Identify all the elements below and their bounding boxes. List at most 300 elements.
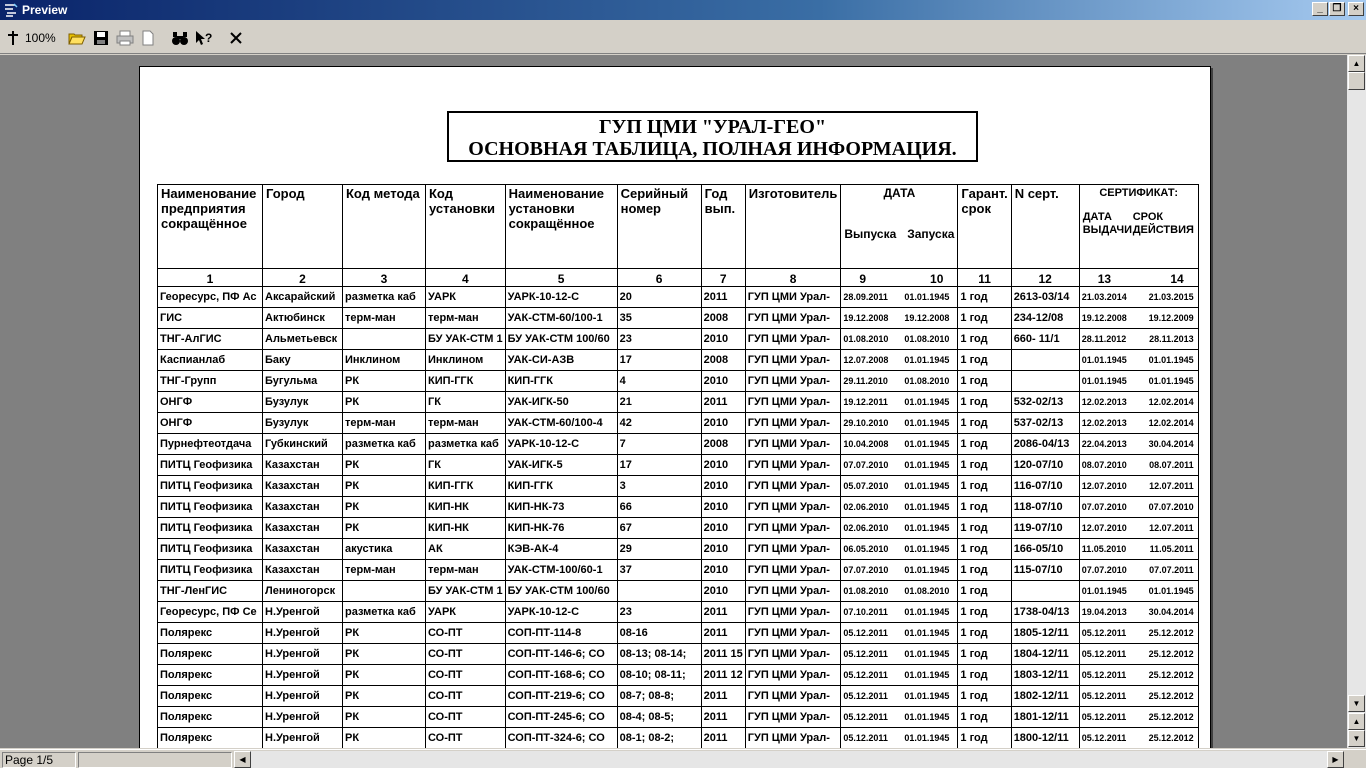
cell-warranty: 1 год	[958, 329, 1011, 350]
cell-launch-date: 01.01.1945	[904, 628, 950, 638]
cell-city: Н.Уренгой	[263, 665, 343, 686]
cell-city: Актюбинск	[263, 308, 343, 329]
close-preview-button[interactable]	[229, 28, 243, 48]
cell-method: РК	[343, 728, 426, 749]
cell-issue-date: 05.12.2011	[1081, 691, 1127, 701]
table-row	[158, 602, 1199, 623]
cell-launch-date: 01.08.2010	[904, 334, 950, 344]
cell-release-date: 12.07.2008	[843, 355, 889, 365]
scroll-right-icon[interactable]: ▶	[1327, 751, 1344, 768]
cell-method: разметка каб	[343, 602, 426, 623]
cell-release-date: 01.08.2010	[843, 334, 889, 344]
cell-name: Полярекс	[158, 665, 263, 686]
cell-serial: 08-4; 08-5;	[617, 707, 701, 728]
open-button[interactable]	[68, 28, 86, 48]
cell-city: Лениногорск	[263, 581, 343, 602]
cell-launch-date: 01.01.1945	[904, 460, 950, 470]
cell-warranty: 1 год	[958, 371, 1011, 392]
cell-unit-code: СО-ПТ	[426, 665, 506, 686]
cell-method: РК	[343, 392, 426, 413]
cell-serial: 20	[617, 287, 701, 308]
cell-unit-name: СОП-ПТ-168-6; СО	[505, 665, 617, 686]
cell-cert-dates	[1079, 308, 1198, 329]
cell-release-date: 07.10.2011	[843, 607, 888, 617]
cell-validity-date: 01.01.1945	[1148, 355, 1194, 365]
table-row	[158, 434, 1199, 455]
preview-area	[0, 55, 1347, 748]
cell-unit-name: УАК-СИ-АЗВ	[505, 350, 617, 371]
table-row	[158, 623, 1199, 644]
cell-maker: ГУП ЦМИ Урал-	[745, 623, 841, 644]
cell-method: РК	[343, 476, 426, 497]
cell-cert-dates	[1079, 497, 1198, 518]
cell-year: 2011	[701, 602, 745, 623]
cell-name: ТНГ-ЛенГИС	[158, 581, 263, 602]
cell-city: Н.Уренгой	[263, 644, 343, 665]
cell-unit-code: Инклином	[426, 350, 506, 371]
page-up-icon[interactable]: ▲	[1348, 713, 1365, 730]
cell-dates	[841, 665, 958, 686]
cell-launch-date: 01.01.1945	[904, 397, 950, 407]
cell-maker: ГУП ЦМИ Урал-	[745, 434, 841, 455]
cell-cert-dates	[1079, 476, 1198, 497]
cell-cert-no: 537-02/13	[1011, 413, 1079, 434]
cell-maker: ГУП ЦМИ Урал-	[745, 287, 841, 308]
cell-unit-name: УАК-СТМ-60/100-1	[505, 308, 617, 329]
cell-warranty: 1 год	[958, 308, 1011, 329]
scroll-up-icon[interactable]: ▲	[1348, 55, 1365, 72]
cell-name: Полярекс	[158, 623, 263, 644]
cell-unit-name: СОП-ПТ-245-6; СО	[505, 707, 617, 728]
cell-cert-dates	[1079, 623, 1198, 644]
cell-launch-date: 01.01.1945	[904, 355, 950, 365]
cell-year: 2011	[701, 392, 745, 413]
cell-year: 2011	[701, 623, 745, 644]
cell-name: ТНГ-АлГИС	[158, 329, 263, 350]
cell-validity-date: 25.12.2012	[1148, 670, 1194, 680]
cell-validity-date: 01.01.1945	[1148, 376, 1194, 386]
cell-cert-dates	[1079, 560, 1198, 581]
find-button[interactable]	[171, 28, 189, 48]
table-row	[158, 350, 1199, 371]
cell-dates	[841, 623, 958, 644]
cell-method: РК	[343, 707, 426, 728]
cell-name: Полярекс	[158, 644, 263, 665]
cell-unit-name: УАК-СТМ-60/100-4	[505, 413, 617, 434]
cell-name: Полярекс	[158, 686, 263, 707]
report-title	[447, 111, 978, 162]
cell-city: Н.Уренгой	[263, 686, 343, 707]
cell-validity-date: 12.07.2011	[1149, 481, 1194, 491]
cell-issue-date: 05.12.2011	[1081, 733, 1127, 743]
cell-release-date: 19.12.2008	[843, 313, 889, 323]
cell-method	[343, 329, 426, 350]
scroll-down-icon[interactable]: ▼	[1348, 695, 1365, 712]
cell-warranty: 1 год	[958, 728, 1011, 749]
cell-launch-date: 01.08.2010	[904, 376, 950, 386]
cell-warranty: 1 год	[958, 581, 1011, 602]
cell-launch-date: 01.01.1945	[904, 418, 950, 428]
table-row	[158, 539, 1199, 560]
cell-unit-code: разметка каб	[426, 434, 506, 455]
cell-method: терм-ман	[343, 560, 426, 581]
header-city: Город	[263, 185, 343, 269]
cell-release-date: 05.12.2011	[843, 691, 888, 701]
cell-year: 2010	[701, 581, 745, 602]
print-button[interactable]	[116, 28, 134, 48]
cell-maker: ГУП ЦМИ Урал-	[745, 707, 841, 728]
column-number: 7	[701, 269, 745, 287]
cell-release-date: 02.06.2010	[843, 523, 889, 533]
cell-validity-date: 12.02.2014	[1148, 397, 1194, 407]
cell-name: ПИТЦ Геофизика	[158, 455, 263, 476]
cell-cert-dates	[1079, 455, 1198, 476]
cell-dates	[841, 476, 958, 497]
cell-unit-name: УАРК-10-12-С	[505, 434, 617, 455]
cell-warranty: 1 год	[958, 476, 1011, 497]
cell-issue-date: 12.02.2013	[1081, 397, 1127, 407]
cell-validity-date: 25.12.2012	[1148, 649, 1194, 659]
cell-unit-name: УАК-ИГК-50	[505, 392, 617, 413]
cell-cert-dates	[1079, 392, 1198, 413]
cell-issue-date: 28.11.2012	[1081, 334, 1127, 344]
cell-unit-code: СО-ПТ	[426, 623, 506, 644]
table-row	[158, 287, 1199, 308]
cell-cert-dates	[1079, 665, 1198, 686]
minimize-button[interactable]: _	[1312, 2, 1328, 16]
restore-button[interactable]: ❐	[1329, 2, 1345, 16]
header-cert	[1079, 185, 1198, 269]
cell-serial: 08-7; 08-8;	[617, 686, 701, 707]
cell-issue-date: 12.07.2010	[1081, 481, 1127, 491]
cell-validity-date: 28.11.2013	[1149, 334, 1194, 344]
cell-issue-date: 07.07.2010	[1081, 565, 1127, 575]
cell-cert-no: 118-07/10	[1011, 497, 1079, 518]
cell-city: Казахстан	[263, 497, 343, 518]
scroll-left-icon[interactable]: ◀	[234, 751, 251, 768]
cell-dates	[841, 413, 958, 434]
cell-dates	[841, 518, 958, 539]
cell-unit-name: УАК-СТМ-100/60-1	[505, 560, 617, 581]
cell-release-date: 05.12.2011	[843, 628, 888, 638]
table-row	[158, 581, 1199, 602]
cell-dates	[841, 602, 958, 623]
column-number: 2	[263, 269, 343, 287]
cell-year: 2008	[701, 308, 745, 329]
cell-cert-no	[1011, 350, 1079, 371]
cell-year: 2010	[701, 476, 745, 497]
cell-unit-code: КИП-НК	[426, 518, 506, 539]
cell-warranty: 1 год	[958, 434, 1011, 455]
cell-unit-code: ГК	[426, 455, 506, 476]
cell-year: 2011 15	[701, 644, 745, 665]
cell-cert-dates	[1079, 686, 1198, 707]
cell-cert-no: 1801-12/11	[1011, 707, 1079, 728]
column-number: 13	[1097, 272, 1112, 286]
cell-unit-name: СОП-ПТ-146-6; СО	[505, 644, 617, 665]
header-warranty: Гарант. срок	[958, 185, 1011, 269]
table-row	[158, 707, 1199, 728]
cell-issue-date: 21.03.2014	[1081, 292, 1127, 302]
column-number: 12	[1011, 269, 1079, 287]
cell-city: Казахстан	[263, 476, 343, 497]
cell-cert-dates	[1079, 644, 1198, 665]
cell-year: 2010	[701, 329, 745, 350]
cell-maker: ГУП ЦМИ Урал-	[745, 602, 841, 623]
help-pointer-icon	[195, 30, 213, 46]
cell-city: Бузулук	[263, 392, 343, 413]
cell-dates	[841, 581, 958, 602]
table-row	[158, 329, 1199, 350]
save-icon	[93, 30, 109, 46]
cell-validity-date: 25.12.2012	[1148, 628, 1194, 638]
scroll-thumb[interactable]	[1348, 72, 1365, 90]
cell-method: терм-ман	[343, 308, 426, 329]
cell-name: Полярекс	[158, 707, 263, 728]
cell-year: 2010	[701, 518, 745, 539]
cell-cert-no	[1011, 371, 1079, 392]
cell-method: РК	[343, 497, 426, 518]
cell-unit-name: КИП-НК-73	[505, 497, 617, 518]
cell-maker: ГУП ЦМИ Урал-	[745, 308, 841, 329]
vertical-scrollbar[interactable]	[1347, 55, 1366, 748]
cell-warranty: 1 год	[958, 686, 1011, 707]
cell-year: 2011 12	[701, 665, 745, 686]
cell-issue-date: 07.07.2010	[1081, 502, 1127, 512]
cell-unit-code: СО-ПТ	[426, 644, 506, 665]
cell-method: РК	[343, 623, 426, 644]
cell-launch-date: 19.12.2008	[904, 313, 950, 323]
app-icon	[3, 2, 19, 18]
page-down-icon[interactable]: ▼	[1348, 730, 1365, 747]
cell-method: Инклином	[343, 350, 426, 371]
cell-validity-date: 11.05.2011	[1149, 544, 1194, 554]
num-cell	[1079, 269, 1198, 287]
zoom-label: 100%	[25, 31, 56, 45]
cell-serial: 08-1; 08-2;	[617, 728, 701, 749]
cell-validity-date: 07.07.2011	[1149, 565, 1194, 575]
cell-release-date: 07.07.2010	[843, 460, 889, 470]
cell-cert-dates	[1079, 350, 1198, 371]
cell-year: 2008	[701, 434, 745, 455]
cell-city: Н.Уренгой	[263, 707, 343, 728]
header-cert-no: N серт.	[1011, 185, 1079, 269]
cell-city: Казахстан	[263, 539, 343, 560]
cell-launch-date: 01.01.1945	[904, 670, 950, 680]
save-button[interactable]	[93, 28, 109, 48]
cell-cert-no: 1802-12/11	[1011, 686, 1079, 707]
cell-method: РК	[343, 686, 426, 707]
binoculars-icon	[171, 30, 189, 46]
cell-city: Альметьевск	[263, 329, 343, 350]
cell-serial: 08-16	[617, 623, 701, 644]
cell-serial	[617, 581, 701, 602]
cell-warranty: 1 год	[958, 623, 1011, 644]
window-title: Preview	[22, 3, 68, 17]
cell-issue-date: 19.04.2013	[1081, 607, 1127, 617]
cell-warranty: 1 год	[958, 350, 1011, 371]
header-launch: Запуска	[907, 227, 955, 241]
cell-year: 2010	[701, 560, 745, 581]
column-number: 11	[958, 269, 1011, 287]
cell-warranty: 1 год	[958, 707, 1011, 728]
cell-unit-code: УАРК	[426, 602, 506, 623]
cell-issue-date: 01.01.1945	[1081, 376, 1127, 386]
cell-warranty: 1 год	[958, 560, 1011, 581]
cell-unit-name: КИП-ГГК	[505, 476, 617, 497]
close-icon	[229, 31, 243, 45]
cell-issue-date: 11.05.2010	[1081, 544, 1127, 554]
cell-city: Н.Уренгой	[263, 623, 343, 644]
cell-dates	[841, 392, 958, 413]
horizontal-scrollbar[interactable]	[234, 751, 1344, 768]
cell-unit-code: АК	[426, 539, 506, 560]
title-bar	[0, 0, 1366, 20]
blank-page-icon	[141, 30, 155, 46]
cell-dates	[841, 308, 958, 329]
cell-validity-date: 12.02.2014	[1148, 418, 1194, 428]
cell-cert-dates	[1079, 707, 1198, 728]
cell-validity-date: 08.07.2011	[1149, 460, 1194, 470]
cell-cert-no: 532-02/13	[1011, 392, 1079, 413]
header-year: Год вып.	[701, 185, 745, 269]
cell-name: Георесурс, ПФ Ас	[158, 287, 263, 308]
cell-unit-name: БУ УАК-СТМ 100/60	[505, 329, 617, 350]
cell-cert-dates	[1079, 434, 1198, 455]
cell-warranty: 1 год	[958, 602, 1011, 623]
cell-city: Бугульма	[263, 371, 343, 392]
cell-unit-name: СОП-ПТ-114-8	[505, 623, 617, 644]
column-number: 6	[617, 269, 701, 287]
column-number: 5	[505, 269, 617, 287]
cell-dates	[841, 329, 958, 350]
cell-cert-no	[1011, 581, 1079, 602]
help-button[interactable]	[195, 28, 213, 48]
cell-name: ПИТЦ Геофизика	[158, 560, 263, 581]
cell-serial: 66	[617, 497, 701, 518]
cell-dates	[841, 560, 958, 581]
cell-release-date: 05.07.2010	[843, 481, 889, 491]
cell-warranty: 1 год	[958, 287, 1011, 308]
table-row	[158, 413, 1199, 434]
cell-maker: ГУП ЦМИ Урал-	[745, 686, 841, 707]
table-row	[158, 371, 1199, 392]
cell-year: 2011	[701, 707, 745, 728]
cell-city: Казахстан	[263, 560, 343, 581]
cell-method: РК	[343, 665, 426, 686]
cell-unit-code: ГК	[426, 392, 506, 413]
cell-issue-date: 01.01.1945	[1081, 355, 1127, 365]
cell-serial: 23	[617, 602, 701, 623]
cell-maker: ГУП ЦМИ Урал-	[745, 413, 841, 434]
header-issue: ДАТА ВЫДАЧИ	[1082, 211, 1132, 236]
cell-year: 2011	[701, 728, 745, 749]
cell-issue-date: 12.02.2013	[1081, 418, 1127, 428]
cell-cert-dates	[1079, 602, 1198, 623]
cell-name: ТНГ-Групп	[158, 371, 263, 392]
cell-cert-dates	[1079, 413, 1198, 434]
table-row	[158, 455, 1199, 476]
cell-launch-date: 01.01.1945	[904, 565, 950, 575]
cell-issue-date: 05.12.2011	[1081, 670, 1127, 680]
cell-launch-date: 01.01.1945	[904, 544, 950, 554]
cell-year: 2011	[701, 686, 745, 707]
cell-cert-no: 234-12/08	[1011, 308, 1079, 329]
zoom-button[interactable]	[6, 28, 56, 48]
cell-release-date: 07.07.2010	[843, 565, 889, 575]
status-bar	[0, 749, 1366, 768]
cell-dates	[841, 644, 958, 665]
cell-serial: 17	[617, 455, 701, 476]
cell-maker: ГУП ЦМИ Урал-	[745, 539, 841, 560]
cell-dates	[841, 371, 958, 392]
cell-unit-code: СО-ПТ	[426, 686, 506, 707]
cell-issue-date: 19.12.2008	[1081, 313, 1127, 323]
num-cell	[841, 269, 958, 287]
cell-method: РК	[343, 644, 426, 665]
cell-validity-date: 01.01.1945	[1148, 586, 1194, 596]
cell-cert-no: 1738-04/13	[1011, 602, 1079, 623]
cell-name: ПИТЦ Геофизика	[158, 497, 263, 518]
cell-city: Н.Уренгой	[263, 728, 343, 749]
cell-warranty: 1 год	[958, 539, 1011, 560]
cell-launch-date: 01.01.1945	[904, 523, 950, 533]
cell-serial: 3	[617, 476, 701, 497]
cell-method: РК	[343, 371, 426, 392]
cell-cert-dates	[1079, 539, 1198, 560]
cell-launch-date: 01.01.1945	[904, 439, 950, 449]
cell-unit-name: УАРК-10-12-С	[505, 602, 617, 623]
cell-issue-date: 05.12.2011	[1081, 712, 1127, 722]
cell-unit-name: КИП-ГГК	[505, 371, 617, 392]
cell-unit-code: СО-ПТ	[426, 728, 506, 749]
cell-maker: ГУП ЦМИ Урал-	[745, 644, 841, 665]
header-name: Наименование предприятия сокращённое	[158, 185, 263, 269]
cell-unit-code: КИП-ГГК	[426, 476, 506, 497]
header-maker: Изготовитель	[745, 185, 841, 269]
cell-year: 2010	[701, 539, 745, 560]
table-row	[158, 308, 1199, 329]
cell-cert-no: 2613-03/14	[1011, 287, 1079, 308]
table-row	[158, 665, 1199, 686]
cell-warranty: 1 год	[958, 665, 1011, 686]
column-number: 3	[343, 269, 426, 287]
cell-launch-date: 01.01.1945	[904, 691, 950, 701]
cell-validity-date: 21.03.2015	[1148, 292, 1194, 302]
cell-cert-no: 1803-12/11	[1011, 665, 1079, 686]
cell-warranty: 1 год	[958, 518, 1011, 539]
cell-unit-name: УАК-ИГК-5	[505, 455, 617, 476]
table-row	[158, 644, 1199, 665]
cell-name: ПИТЦ Геофизика	[158, 539, 263, 560]
close-window-button[interactable]: ×	[1348, 2, 1364, 16]
cell-maker: ГУП ЦМИ Урал-	[745, 497, 841, 518]
header-method: Код метода	[343, 185, 426, 269]
cell-issue-date: 12.07.2010	[1081, 523, 1127, 533]
status-panel	[78, 752, 232, 768]
header-cert-title: СЕРТИФИКАТ:	[1099, 187, 1179, 199]
table-row	[158, 392, 1199, 413]
cell-dates	[841, 287, 958, 308]
cell-serial: 4	[617, 371, 701, 392]
header-release: Выпуска	[844, 227, 897, 241]
table-body	[158, 287, 1199, 749]
cell-city: Губкинский	[263, 434, 343, 455]
cell-serial: 08-10; 08-11;	[617, 665, 701, 686]
page-setup-button[interactable]	[141, 28, 155, 48]
cell-dates	[841, 728, 958, 749]
cell-cert-no: 1800-12/11	[1011, 728, 1079, 749]
